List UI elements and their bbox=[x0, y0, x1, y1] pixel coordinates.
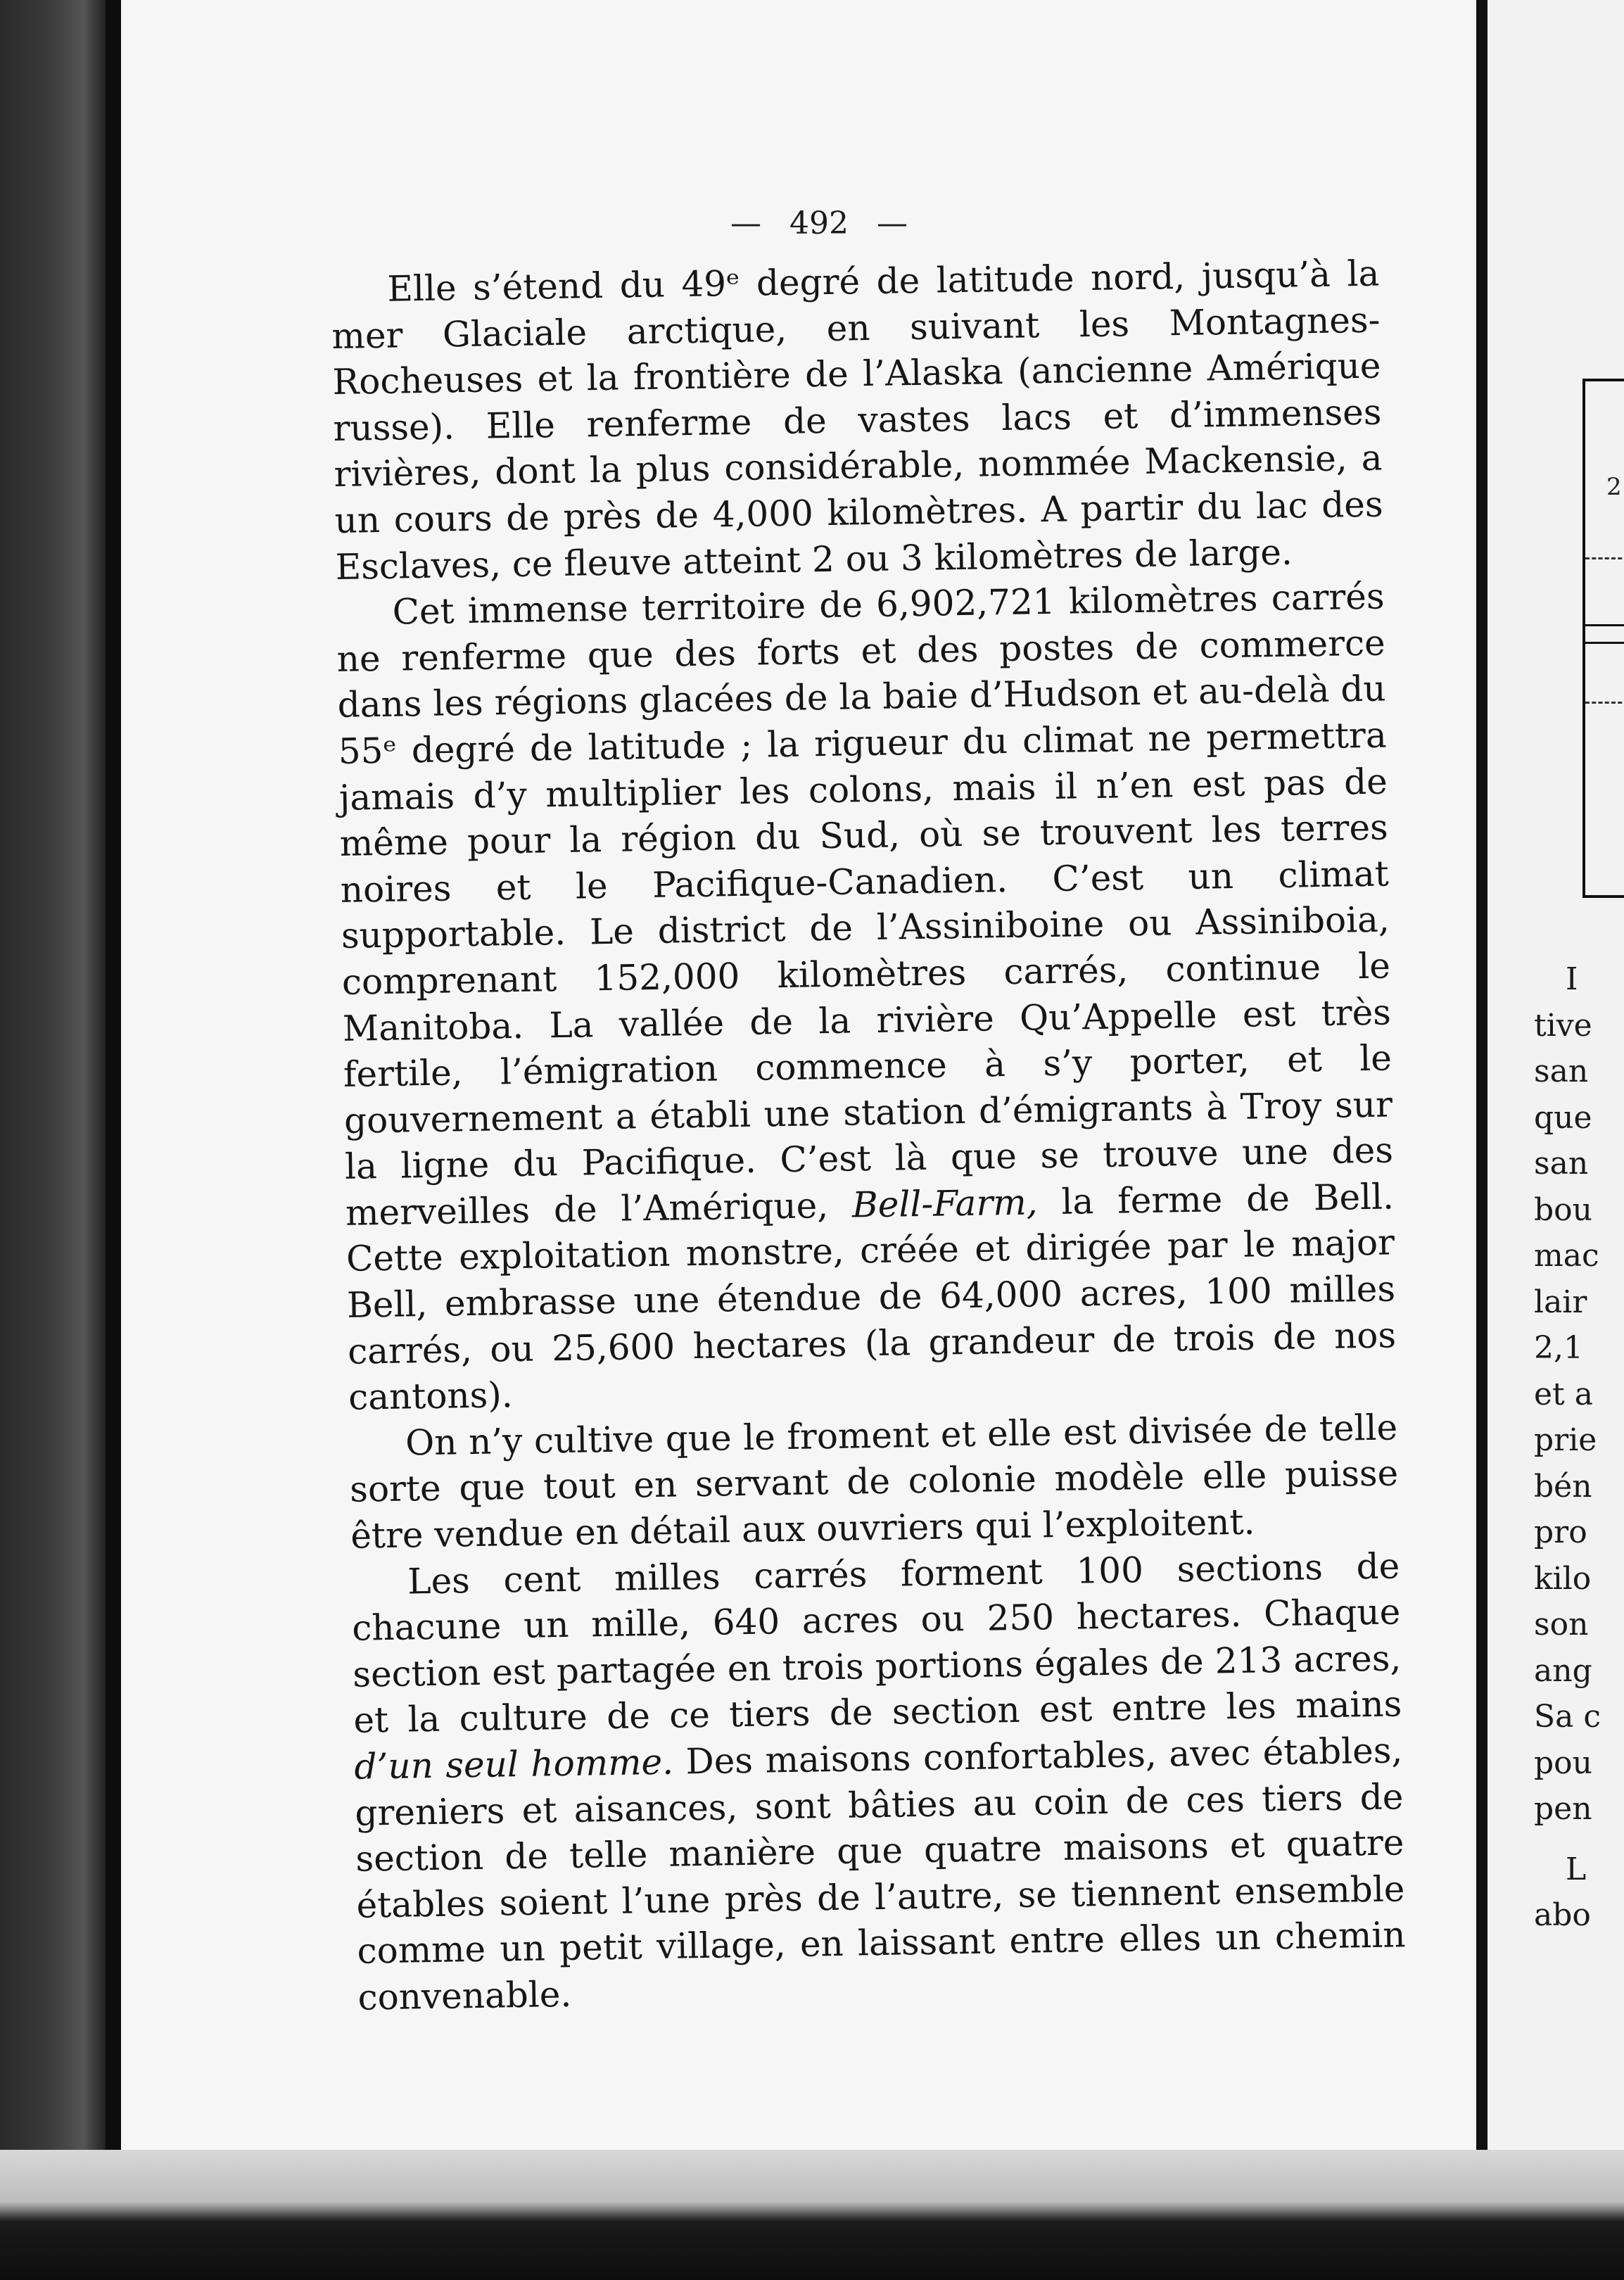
next-page-line: pro bbox=[1534, 1514, 1587, 1550]
paragraph-text: la ferme de Bell. Cette exploitation monstre, créée et dirigée par le major Bell, embrasse une étendue de 64,000 acres, 100 milles carrés, ou 25,600 hectares (la grandeur de trois de nos cantons). bbox=[345, 1176, 1397, 1419]
next-page-line: 2,1 bbox=[1534, 1330, 1583, 1366]
next-page-line: Sa c bbox=[1534, 1699, 1601, 1735]
next-page-line: et a bbox=[1534, 1376, 1593, 1412]
next-page-line: L bbox=[1566, 1851, 1587, 1887]
table-rule-dashed bbox=[1585, 557, 1624, 559]
folio-number: 492 bbox=[789, 205, 849, 241]
table-fragment-number: 2 bbox=[1606, 473, 1622, 501]
next-page-line: lair bbox=[1534, 1284, 1587, 1320]
table-rule-solid bbox=[1585, 642, 1624, 644]
body-text bbox=[331, 251, 1407, 2022]
next-page-line: bou bbox=[1534, 1191, 1592, 1228]
next-page-line: san bbox=[1534, 1146, 1589, 1182]
paragraph-text: Elle s’étend du 49ᵉ degré de latitude nord, jusqu’à la mer Glaciale arctique, en suivant les Montagnes-Rocheuses et la frontière de l’Alaska (ancienne Amérique russe). Elle renferme de vastes lacs et d’immenses rivières, dont la plus considérable, nommée Mackensie, a un cours de près de 4,000 kilomètres. A partir du lac des Esclaves, ce fleuve atteint 2 ou 3 kilomètres de large. bbox=[331, 253, 1383, 588]
next-page-line: I bbox=[1566, 961, 1578, 997]
paragraph bbox=[331, 251, 1384, 591]
scan-bottom-edge bbox=[0, 2150, 1624, 2280]
next-page-line: prie bbox=[1534, 1422, 1597, 1458]
paragraph bbox=[336, 574, 1397, 1421]
next-page-line: ang bbox=[1534, 1652, 1592, 1689]
table-rule-dashed bbox=[1585, 702, 1624, 704]
next-page-line: san bbox=[1534, 1053, 1589, 1089]
page-number bbox=[0, 205, 1624, 241]
next-page-line: que bbox=[1534, 1099, 1592, 1136]
book-binding bbox=[0, 0, 120, 2280]
next-page-line: bén bbox=[1534, 1468, 1592, 1505]
next-page-line: pen bbox=[1534, 1791, 1592, 1827]
next-page-line: kilo bbox=[1534, 1560, 1592, 1597]
next-page-line: pou bbox=[1534, 1744, 1592, 1781]
page-gutter bbox=[1476, 0, 1487, 2181]
paragraph-text: Des maisons confortables, avec étables, greniers et aisances, sont bâties au coin de ces tiers de section de telle manière que quatre maisons et quatre étables soient l’une près de l’autre, se tiennent ensemble comme un petit village, en laissant entre elles un chemin convenable. bbox=[355, 1730, 1406, 2018]
next-page-line: son bbox=[1534, 1607, 1589, 1642]
paragraph bbox=[351, 1543, 1407, 2021]
italic-text: Bell-Farm, bbox=[851, 1182, 1038, 1226]
paragraph-text: Cet immense territoire de 6,902,721 kilomètres carrés ne renferme que des forts et des postes de commerce dans les régions glacées de la baie d’Hudson et au-delà du 55ᵉ degré de latitude ; la rigueur du climat ne permettra jamais d’y multiplier les colons, mais il n’en est pas de même pour la région du Sud, où se trouvent les terres noires et le Pacifique-Canadien. C’est un climat supportable. Le district de l’Assiniboine ou Assiniboia, comprenant 152,000 kilomètres carrés, continue le Manitoba. La vallée de la rivière Qu’Appelle est très fertile, l’émigration commence à s’y porter, et le gouvernement a établi une station d’émigrants à Troy sur la ligne du Pacifique. C’est là que se trouve une des merveilles de l’Amérique, bbox=[336, 576, 1394, 1234]
paragraph-text: Les cent milles carrés forment 100 sections de chacune un mille, 640 acres ou 250 hectares. Chaque section est partagée en trois portions égales de 213 acres, et la culture de ce tiers de section est entre les mains bbox=[351, 1545, 1402, 1742]
table-fragment bbox=[1582, 379, 1624, 898]
paragraph bbox=[349, 1405, 1400, 1559]
folio-dash-left: — bbox=[730, 205, 761, 241]
binding-shadow bbox=[106, 0, 121, 2280]
italic-text: d’un seul homme. bbox=[354, 1741, 674, 1787]
folio-dash-right: — bbox=[876, 205, 908, 241]
next-page-line: mac bbox=[1534, 1238, 1599, 1274]
paragraph-text: On n’y cultive que le froment et elle est divisée de telle sorte que tout en servant de colonie modèle elle puisse être vendue en détail aux ouvriers qui l’exploitent. bbox=[349, 1407, 1399, 1557]
next-page-line: tive bbox=[1534, 1007, 1592, 1044]
next-page-line: abo bbox=[1534, 1897, 1591, 1933]
table-rule-solid bbox=[1585, 624, 1624, 626]
